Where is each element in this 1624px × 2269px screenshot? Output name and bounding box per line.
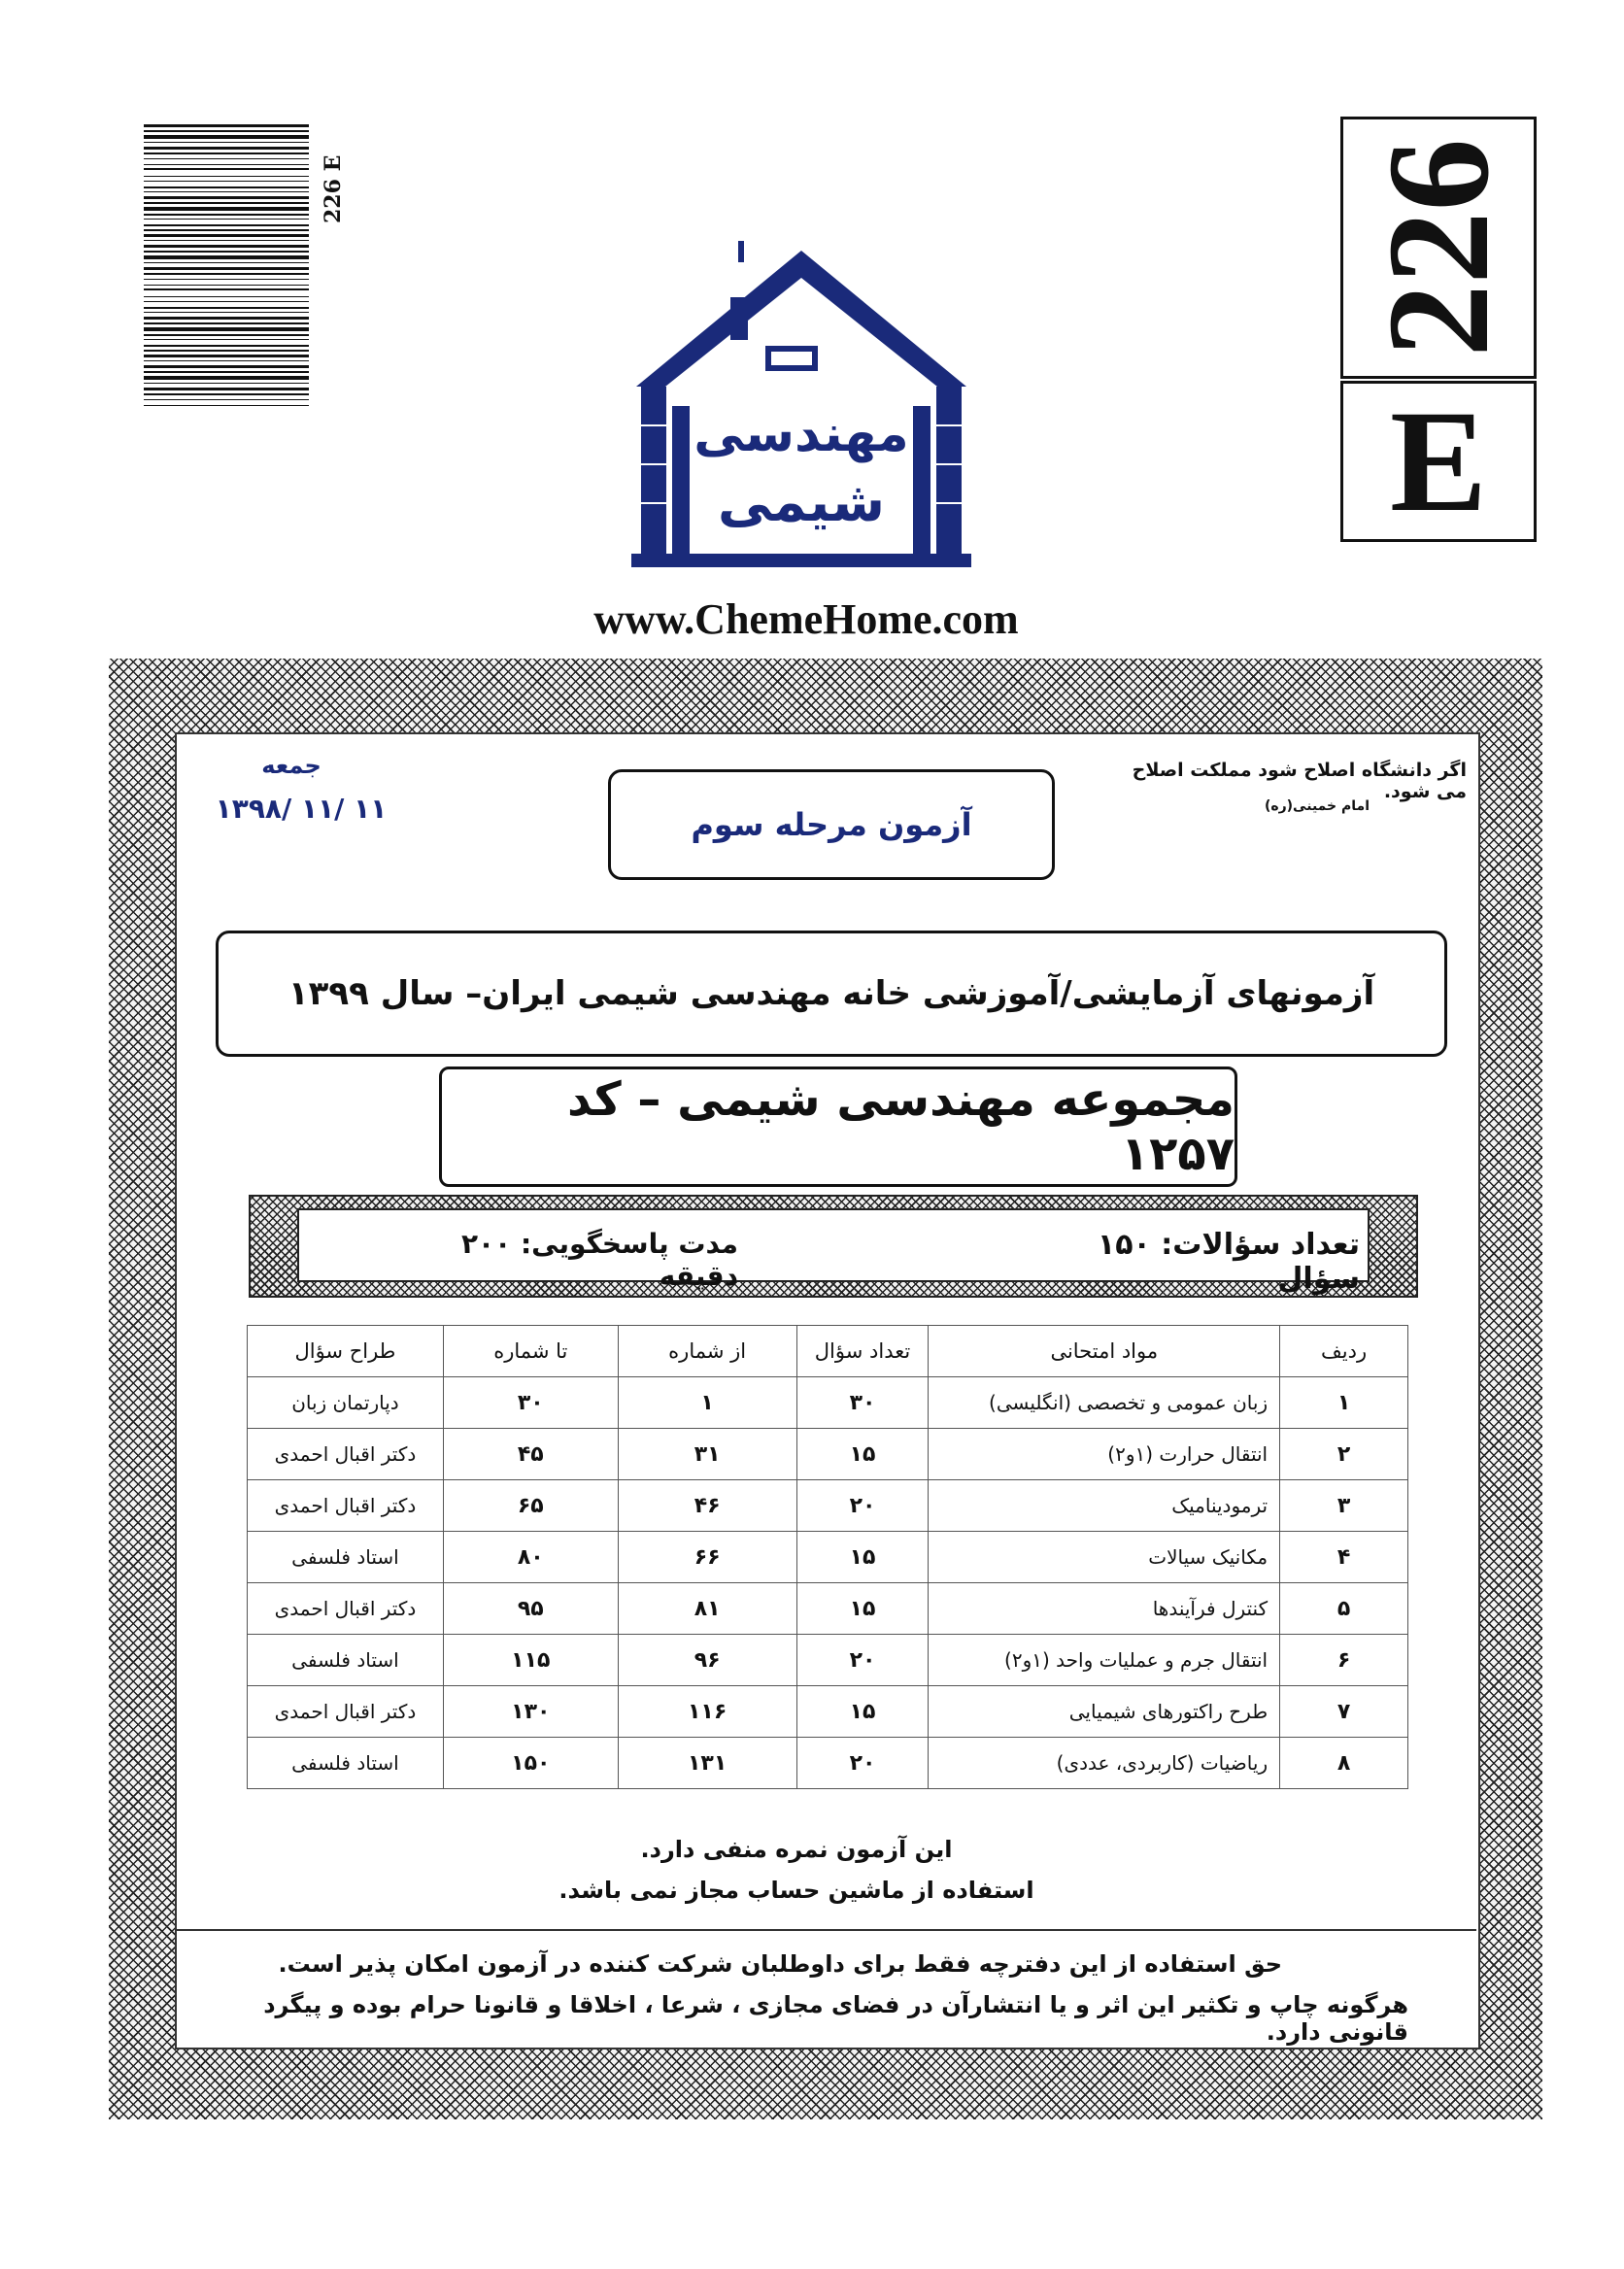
cell-designer: استاد فلسفی — [248, 1532, 444, 1583]
header-row-no: ردیف — [1280, 1326, 1408, 1377]
barcode-bar — [144, 142, 309, 143]
booklet-code-number: 226 — [1358, 138, 1519, 357]
cell-designer: استاد فلسفی — [248, 1635, 444, 1686]
barcode-bar — [144, 376, 309, 380]
exam-title-box — [439, 1067, 1237, 1187]
barcode-bar — [144, 234, 309, 237]
cell-row-no: ۸ — [1280, 1738, 1408, 1789]
logo-line2: شیمی — [717, 471, 886, 534]
barcode-bar — [144, 279, 309, 280]
cell-designer: دکتر اقبال احمدی — [248, 1429, 444, 1480]
cell-to-number: ۶۵ — [443, 1480, 618, 1532]
cell-subject: ترمودینامیک — [929, 1480, 1280, 1532]
cell-question-count: ۱۵ — [796, 1532, 929, 1583]
barcode-bar — [144, 147, 309, 150]
cell-subject: زبان عمومی و تخصصی (انگلیسی) — [929, 1377, 1280, 1429]
cell-to-number: ۳۰ — [443, 1377, 618, 1429]
barcode-bar — [144, 186, 309, 188]
cell-from-number: ۱۳۱ — [618, 1738, 796, 1789]
motto-author: امام خمینی(ره) — [1264, 798, 1370, 814]
barcode-bar — [144, 251, 309, 253]
cell-row-no: ۳ — [1280, 1480, 1408, 1532]
cell-subject: انتقال حرارت (۱و۲) — [929, 1429, 1280, 1480]
barcode-bar — [144, 339, 309, 340]
barcode-bar — [144, 312, 309, 313]
barcode-bar — [144, 176, 309, 177]
header-question-count: تعداد سؤال — [796, 1326, 929, 1377]
cell-designer: دکتر اقبال احمدی — [248, 1480, 444, 1532]
cell-from-number: ۹۶ — [618, 1635, 796, 1686]
exam-date: ۱۱ /۱۱ /۱۳۹۸ — [215, 793, 388, 825]
cell-row-no: ۲ — [1280, 1429, 1408, 1480]
barcode-bar — [144, 245, 309, 248]
cell-question-count: ۳۰ — [796, 1377, 929, 1429]
cell-row-no: ۱ — [1280, 1377, 1408, 1429]
cell-row-no: ۴ — [1280, 1532, 1408, 1583]
booklet-code-letter: E — [1389, 381, 1488, 542]
exam-day: جمعه — [261, 752, 321, 779]
divider — [175, 1929, 1476, 1931]
answer-duration: مدت پاسخگویی: ۲۰۰ دقیقه — [460, 1228, 738, 1292]
cell-question-count: ۲۰ — [796, 1635, 929, 1686]
cell-from-number: ۴۶ — [618, 1480, 796, 1532]
barcode-bar — [144, 322, 309, 324]
cell-designer: دکتر اقبال احمدی — [248, 1686, 444, 1738]
barcode-bar — [144, 388, 309, 390]
cell-question-count: ۱۵ — [796, 1686, 929, 1738]
cell-to-number: ۱۳۰ — [443, 1686, 618, 1738]
barcode-bar — [144, 135, 309, 139]
barcode-bar — [144, 202, 309, 204]
website-url: www.ChemeHome.com — [593, 595, 1019, 643]
barcode-bar — [144, 130, 309, 132]
table-row — [248, 1532, 1408, 1583]
barcode-bar — [144, 317, 309, 320]
barcode-bar — [144, 219, 309, 220]
barcode-bar — [144, 355, 309, 357]
barcode-bar — [144, 350, 309, 352]
cell-question-count: ۱۵ — [796, 1429, 929, 1480]
barcode-bar — [144, 345, 309, 347]
cell-row-no: ۷ — [1280, 1686, 1408, 1738]
booklet-code-letter-box — [1340, 381, 1537, 542]
barcode-bar — [144, 267, 309, 270]
cell-from-number: ۶۶ — [618, 1532, 796, 1583]
barcode-bar — [144, 301, 309, 302]
cell-designer: استاد فلسفی — [248, 1738, 444, 1789]
barcode-bar — [144, 158, 309, 159]
barcode-bar — [144, 191, 309, 192]
rights-notice-1: حق استفاده از این دفترچه فقط برای داوطلبان شرکت کننده در آزمون امکان پذیر است. — [278, 1950, 1282, 1978]
barcode-bar — [144, 240, 309, 241]
table-header-row — [248, 1326, 1408, 1377]
cell-from-number: ۸۱ — [618, 1583, 796, 1635]
cell-designer: دپارتمان زبان — [248, 1377, 444, 1429]
barcode-bar — [144, 383, 309, 384]
barcode-bar — [144, 124, 309, 127]
cheme-home-logo — [622, 241, 981, 591]
barcode-bar — [144, 181, 309, 182]
cell-from-number: ۳۱ — [618, 1429, 796, 1480]
barcode-bar — [144, 262, 309, 263]
header-from-number: از شماره — [618, 1326, 796, 1377]
barcode-bar — [144, 405, 309, 406]
cell-to-number: ۱۵۰ — [443, 1738, 618, 1789]
barcode-bar — [144, 164, 309, 165]
cell-to-number: ۱۱۵ — [443, 1635, 618, 1686]
table-row — [248, 1738, 1408, 1789]
barcode-bar — [144, 371, 309, 373]
exam-title: مجموعه مهندسی شیمی – کد ۱۲۵۷ — [567, 1072, 1235, 1181]
cell-from-number: ۱۱۶ — [618, 1686, 796, 1738]
barcode-bar — [144, 399, 309, 400]
stage-label: آزمون مرحله سوم — [691, 806, 972, 843]
cell-row-no: ۵ — [1280, 1583, 1408, 1635]
table-row — [248, 1429, 1408, 1480]
cell-designer: دکتر اقبال احمدی — [248, 1583, 444, 1635]
negative-marking-note: این آزمون نمره منفی دارد. — [640, 1836, 953, 1863]
subjects-table — [247, 1325, 1408, 1789]
cell-subject: ریاضیات (کاربردی، عددی) — [929, 1738, 1280, 1789]
barcode-bar — [144, 273, 309, 275]
header-subject: مواد امتحانی — [929, 1326, 1280, 1377]
barcode-code: 226 E — [321, 154, 346, 223]
rights-notice-2: هرگونه چاپ و تکثیر این اثر و یا انتشارآن در فضای مجازی ، شرعا ، اخلاقا و قانونا حرام بوده و پیگرد قانونی دارد. — [263, 1991, 1408, 2046]
question-count: تعداد سؤالات: ۱۵۰ سؤال — [1097, 1228, 1360, 1296]
barcode-bar — [144, 327, 309, 331]
barcode-bar — [144, 214, 309, 216]
barcode-bar — [144, 196, 309, 199]
cell-question-count: ۲۰ — [796, 1738, 929, 1789]
cell-question-count: ۱۵ — [796, 1583, 929, 1635]
barcode-bar — [144, 152, 309, 154]
barcode-bar — [144, 360, 309, 361]
cell-to-number: ۸۰ — [443, 1532, 618, 1583]
barcode-bar — [144, 168, 309, 170]
cell-subject: طرح راکتورهای شیمیایی — [929, 1686, 1280, 1738]
cell-question-count: ۲۰ — [796, 1480, 929, 1532]
series-title-box — [216, 931, 1447, 1057]
barcode-bar — [144, 296, 309, 297]
table-row — [248, 1635, 1408, 1686]
barcode-bar — [144, 229, 309, 231]
header-to-number: تا شماره — [443, 1326, 618, 1377]
barcode-bar — [144, 334, 309, 336]
cell-subject: کنترل فرآیندها — [929, 1583, 1280, 1635]
cell-subject: انتقال جرم و عملیات واحد (۱و۲) — [929, 1635, 1280, 1686]
table-row — [248, 1583, 1408, 1635]
cell-from-number: ۱ — [618, 1377, 796, 1429]
barcode-bar — [144, 255, 309, 259]
barcode-bar — [144, 393, 309, 395]
barcode-bar — [144, 207, 309, 211]
barcode-bar — [144, 288, 309, 290]
table-row — [248, 1377, 1408, 1429]
series-title: آزمونهای آزمایشی/آموزشی خانه مهندسی شیمی ایران– سال ۱۳۹۹ — [288, 974, 1375, 1013]
booklet-code-number-box — [1340, 117, 1537, 379]
barcode-bar — [144, 224, 309, 226]
header-designer: طراح سؤال — [248, 1326, 444, 1377]
motto: اگر دانشگاه اصلاح شود مملکت اصلاح می شود. — [1132, 760, 1467, 802]
cell-row-no: ۶ — [1280, 1635, 1408, 1686]
barcode-bar — [144, 285, 309, 286]
barcode-bar — [144, 307, 309, 309]
table-row — [248, 1480, 1408, 1532]
logo-line1: مهندسی — [694, 405, 909, 463]
calculator-note: استفاده از ماشین حساب مجاز نمی باشد. — [558, 1877, 1034, 1904]
barcode-bar — [144, 365, 309, 368]
cell-to-number: ۹۵ — [443, 1583, 618, 1635]
barcode — [144, 124, 309, 408]
cell-subject: مکانیک سیالات — [929, 1532, 1280, 1583]
stage-box — [608, 769, 1055, 880]
table-row — [248, 1686, 1408, 1738]
cell-to-number: ۴۵ — [443, 1429, 618, 1480]
